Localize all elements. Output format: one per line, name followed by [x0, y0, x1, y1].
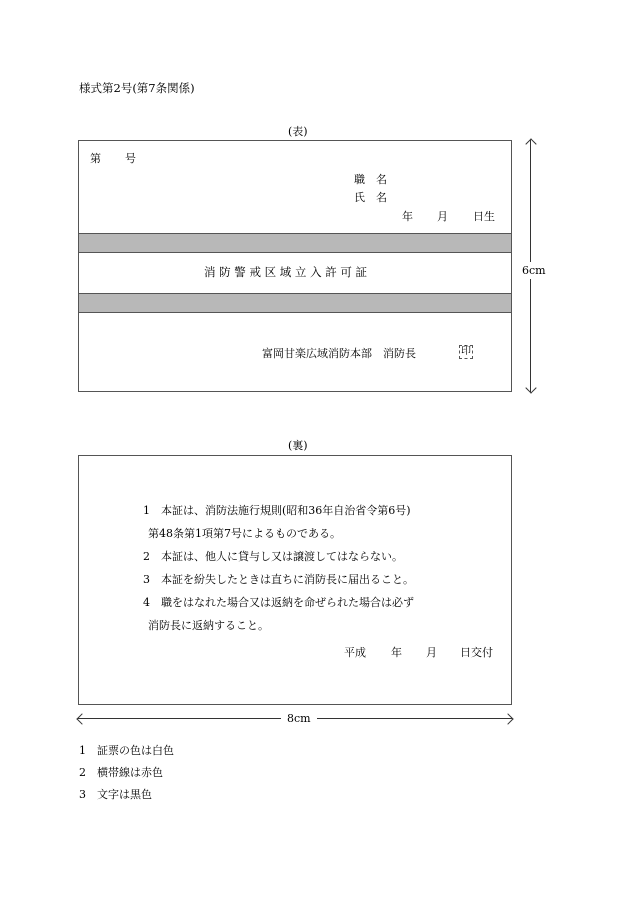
front-card: [78, 140, 512, 392]
name-label: 氏 名: [354, 191, 387, 204]
birth-day-label: 日生: [473, 210, 495, 223]
back-item-3: 3 本証を紛失したときは直ちに消防長に届出ること。: [143, 573, 414, 586]
back-item-4: 4 職をはなれた場合又は返納を命ぜられた場合は必ず: [143, 596, 414, 609]
back-item-4-cont: 消防長に返納すること。: [148, 619, 269, 632]
issue-year: 年: [391, 646, 402, 659]
top-band: [79, 233, 511, 253]
front-side-label: (表): [288, 125, 308, 138]
note-1: 1 証票の色は白色: [79, 744, 174, 757]
number-prefix: 第: [90, 152, 101, 165]
number-suffix: 号: [125, 152, 136, 165]
back-item-2: 2 本証は、他人に貸与し又は譲渡してはならない。: [143, 550, 403, 563]
back-item-1: 1 本証は、消防法施行規則(昭和36年自治省令第6号): [143, 504, 411, 517]
seal: [459, 345, 473, 359]
note-3: 3 文字は黒色: [79, 788, 152, 801]
back-card: [78, 455, 512, 705]
issuer: 富岡甘楽広域消防本部 消防長: [262, 347, 416, 360]
back-side-label: (裏): [288, 439, 308, 452]
birth-month-label: 月: [437, 210, 448, 223]
issue-month: 月: [426, 646, 437, 659]
issue-day: 日交付: [460, 646, 493, 659]
note-2: 2 横帯線は赤色: [79, 766, 163, 779]
back-item-1-cont: 第48条第1項第7号によるものである。: [148, 527, 341, 540]
form-title: 様式第2号(第7条関係): [79, 81, 195, 95]
bottom-band: [79, 293, 511, 313]
seal-mark: 印: [461, 346, 471, 357]
width-label: 8cm: [281, 713, 317, 724]
birth-year-label: 年: [402, 210, 413, 223]
issue-era: 平成: [344, 646, 366, 659]
certificate-title: 消 防 警 戒 区 域 立 入 許 可 証: [204, 265, 368, 279]
height-label: 6cm: [522, 264, 546, 277]
job-label: 職 名: [354, 173, 387, 186]
